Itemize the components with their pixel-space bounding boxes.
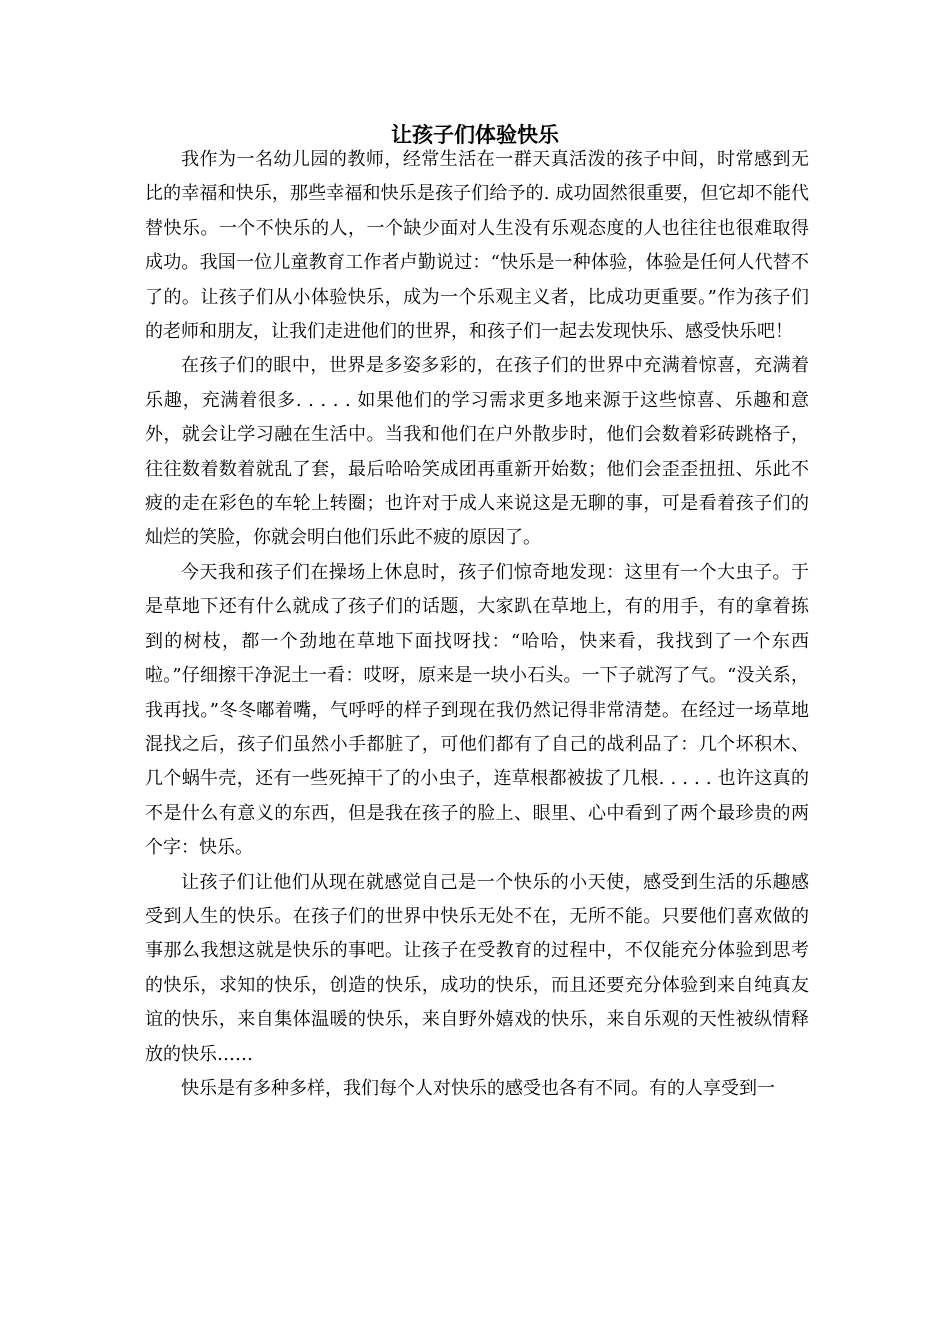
document-body xyxy=(145,143,809,1106)
paragraph-4: 让孩子们让他们从现在就感觉自己是一个快乐的小天使，感受到生活的乐趣感受到人生的快乐。在孩子们的世界中快乐无处不在，无所不能。只要他们喜欢做的事那么我想这就是快乐的事吧。让孩子在受教育的过程中，不仅能充分体验到思考的快乐，求知的快乐，创造的快乐，成功的快乐，而且还要充分体验到来自纯真友谊的快乐，来自集体温暖的快乐，来自野外嬉戏的快乐，来自乐观的天性被纵情释放的快乐…… xyxy=(145,871,809,1065)
document-title: 让孩子们体验快乐 xyxy=(391,123,559,147)
paragraph-3: 今天我和孩子们在操场上休息时，孩子们惊奇地发现：这里有一个大虫子。于是草地下还有什么就成了孩子们的话题，大家趴在草地上，有的用手，有的拿着拣到的树枝，都一个劲地在草地下面找呀找：“哈哈，快来看，我找到了一个东西啦。”仔细擦干净泥土一看：哎呀，原来是一块小石头。一下子就泻了气。“没关系，我再找。”冬冬嘟着嘴，气呼呼的样子到现在我仍然记得非常清楚。在经过一场草地混找之后，孩子们虽然小手都脏了，可他们都有了自己的战利品了：几个坏积木、几个蜗牛壳，还有一些死掉干了的小虫子，连草根都被拔了几根. . . . . 也许这真的不是什么有意义的东西，但是我在孩子的脸上、眼里、心中看到了两个最珍贵的两个字：快乐。 xyxy=(145,561,809,859)
paragraph-1: 我作为一名幼儿园的教师，经常生活在一群天真活泼的孩子中间，时常感到无比的幸福和快乐，那些幸福和快乐是孩子们给予的. 成功固然很重要，但它却不能代替快乐。一个不快乐的人，一个缺少面对人生没有乐观态度的人也往往也很难取得成功。我国一位儿童教育工作者卢勤说过：“快乐是一种体验，体验是任何人代替不了的。让孩子们从小体验快乐，成为一个乐观主义者，比成功更重要。”作为孩子们的老师和朋友，让我们走进他们的世界，和孩子们一起去发现快乐、感受快乐吧！ xyxy=(145,149,809,343)
paragraph-5: 快乐是有多种多样，我们每个人对快乐的感受也各有不同。有的人享受到一 xyxy=(181,1077,775,1099)
paragraph-2: 在孩子们的眼中，世界是多姿多彩的，在孩子们的世界中充满着惊喜，充满着乐趣，充满着很多. . . . . 如果他们的学习需求更多地来源于这些惊喜、乐趣和意外，就会让学习融在生活中。当我和他们在户外散步时，他们会数着彩砖跳格子，往往数着数着就乱了套，最后哈哈笑成团再重新开始数；他们会歪歪扭扭、乐此不疲的走在彩色的车轮上转圈；也许对于成人来说这是无聊的事，可是看着孩子们的灿烂的笑脸，你就会明白他们乐此不疲的原因了。 xyxy=(145,355,809,549)
